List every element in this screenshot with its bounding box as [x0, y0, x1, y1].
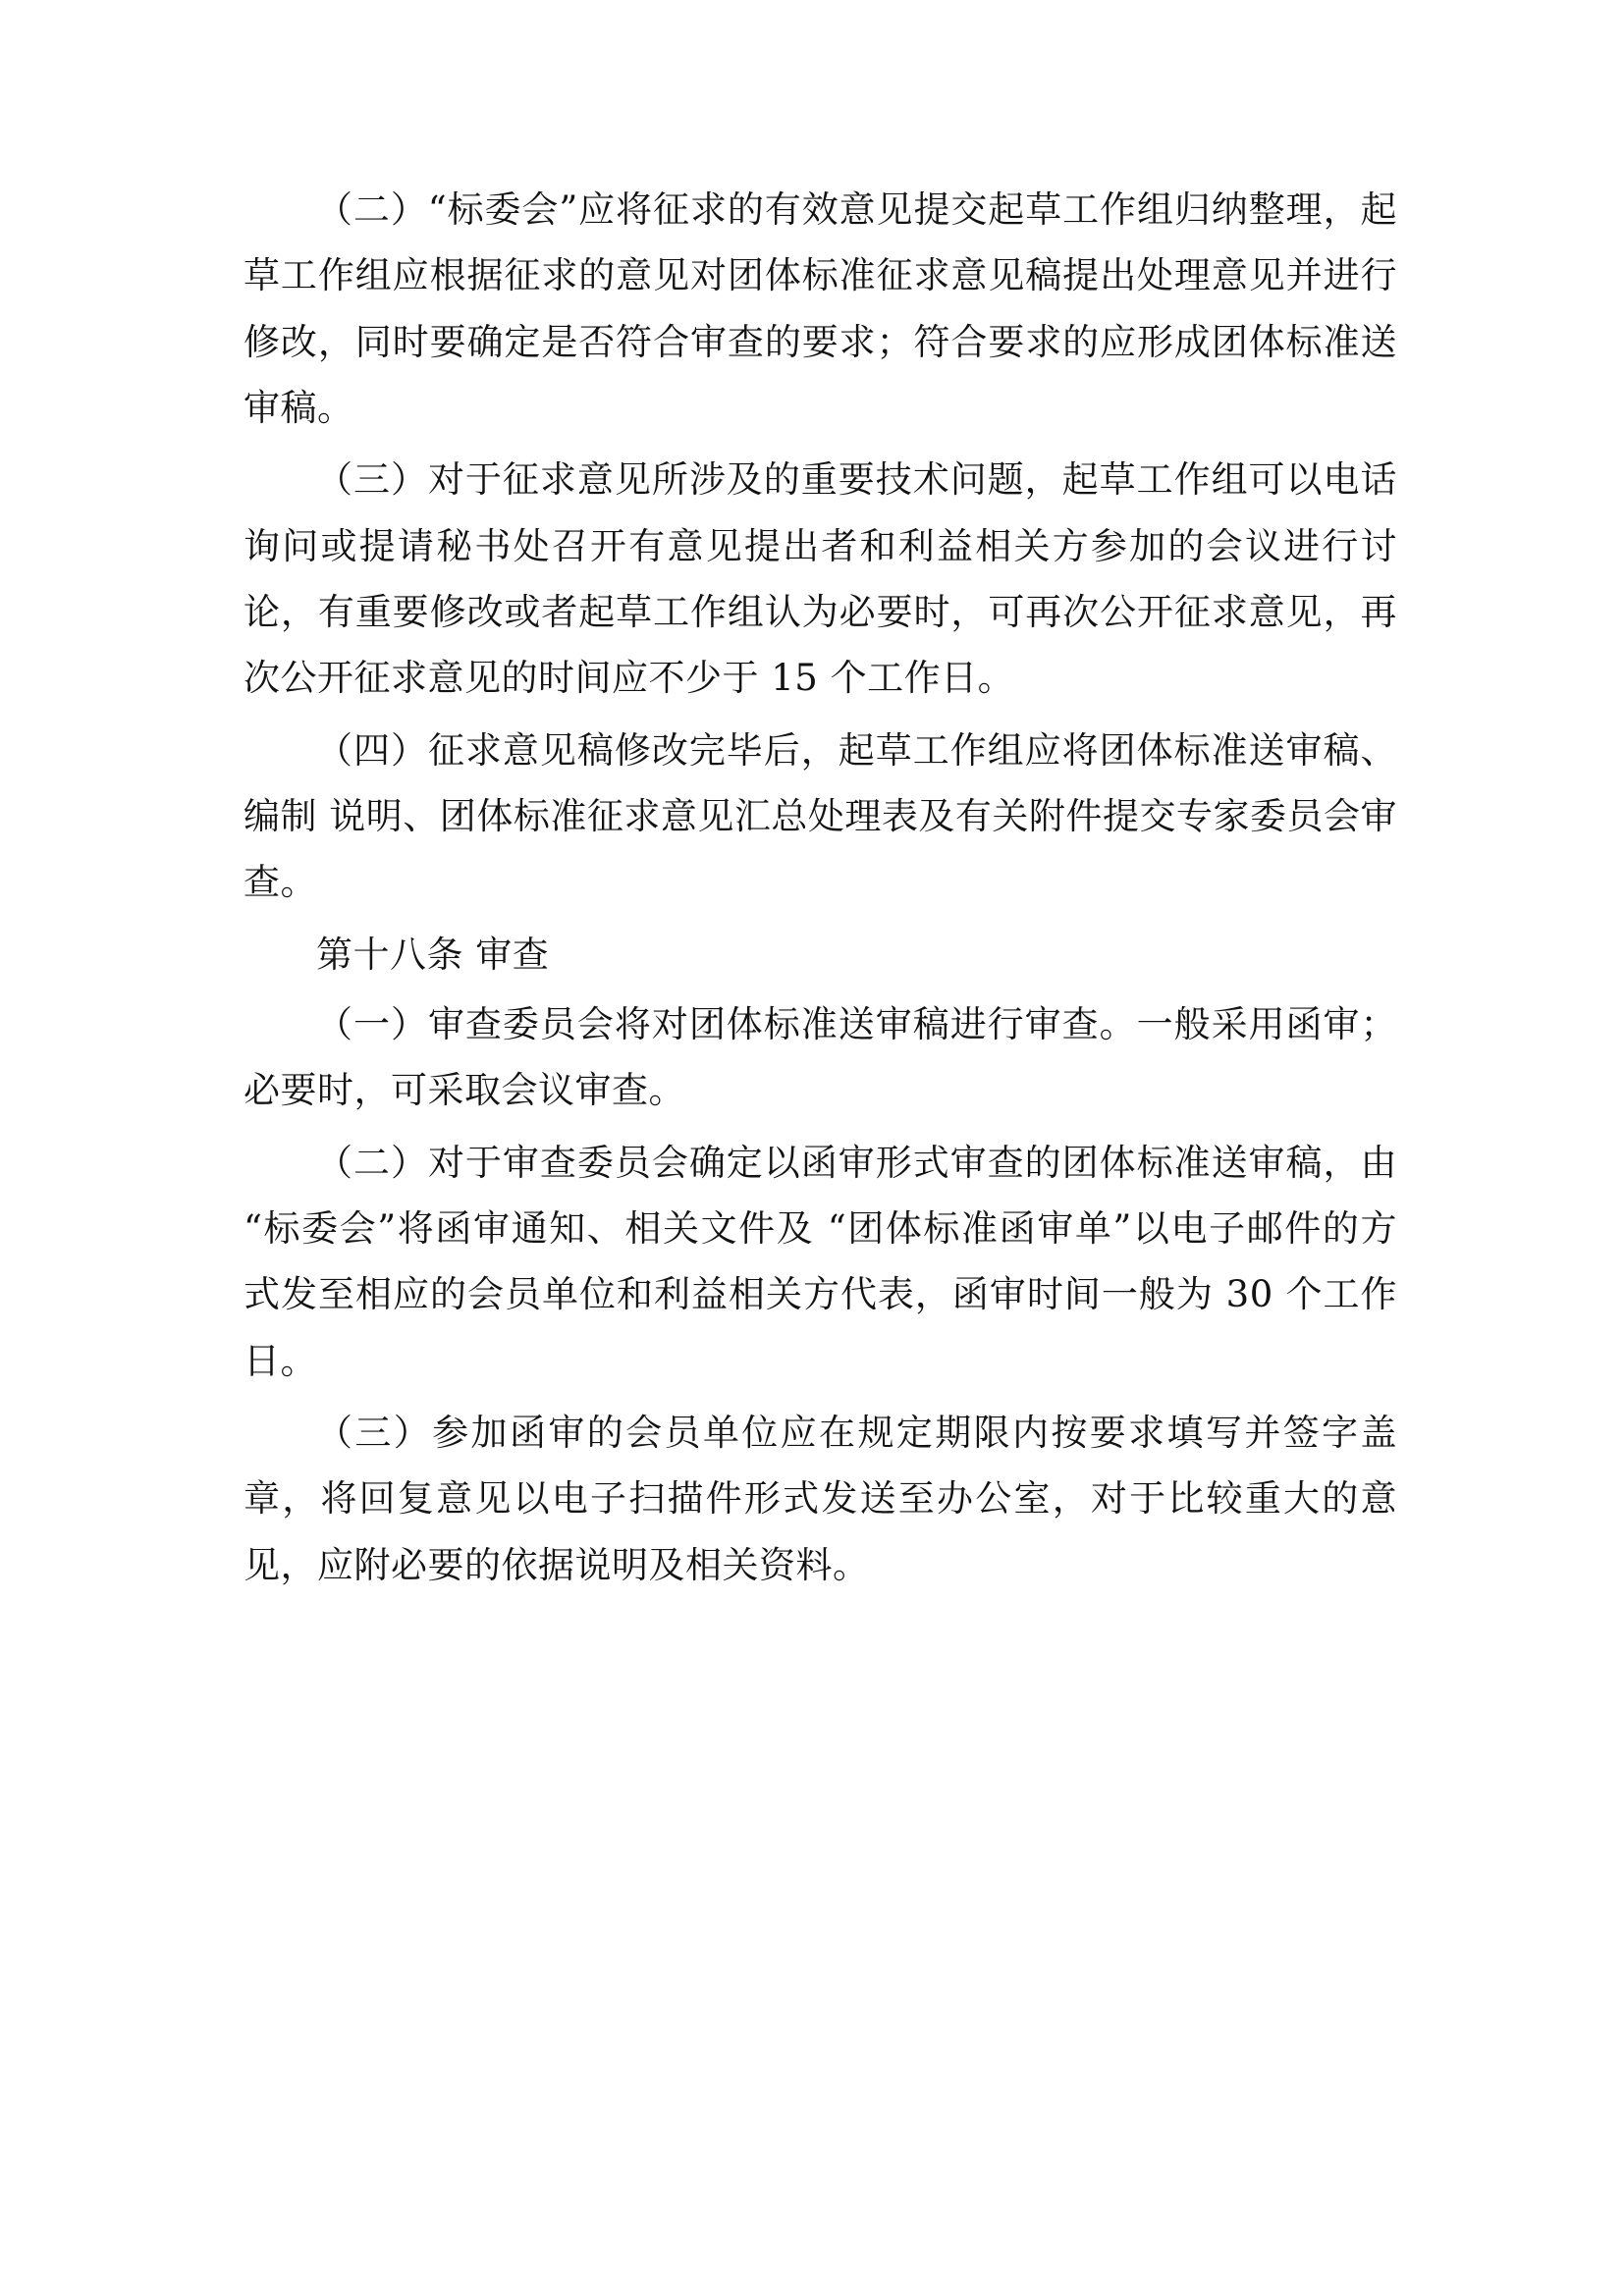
paragraph-article-18-clause-3: （三）参加函审的会员单位应在规定期限内按要求填写并签字盖章，将回复意见以电子扫描件形式发送至办公室，对于比较重大的意见，应附必要的依据说明及相关资料。	[244, 1411, 1397, 1586]
document-text-column	[244, 177, 1397, 1604]
paragraph-clause-2: （二）“标委会”应将征求的有效意见提交起草工作组归纳整理，起草工作组应根据征求的意见对团体标准征求意见稿提出处理意见并进行修改，同时要确定是否符合审查的要求；符合要求的应形成团体标准送审稿。	[244, 188, 1397, 429]
paragraph-article-18-clause-1: （一）审查委员会将对团体标准送审稿进行审查。一般采用函审；必要时，可采取会议审查。	[244, 1002, 1397, 1112]
article-18-heading: 第十八条 审查	[316, 933, 550, 976]
paragraph-article-18-clause-2: （二）对于审查委员会确定以函审形式审查的团体标准送审稿，由 “标委会”将函审通知、相关文件及 “团体标准函审单”以电子邮件的方式发至相应的会员单位和利益相关方代表，函审时间一般为 30 个工作日。	[244, 1141, 1397, 1382]
paragraph-clause-3: （三）对于征求意见所涉及的重要技术问题，起草工作组可以电话询问或提请秘书处召开有意见提出者和利益相关方参加的会议进行讨论，有重要修改或者起草工作组认为必要时，可再次公开征求意见，再次公开征求意见的时间应不少于 15 个工作日。	[244, 458, 1397, 700]
paragraph-clause-4: （四）征求意见稿修改完毕后，起草工作组应将团体标准送审稿、编制 说明、团体标准征求意见汇总处理表及有关附件提交专家委员会审查。	[244, 728, 1397, 904]
